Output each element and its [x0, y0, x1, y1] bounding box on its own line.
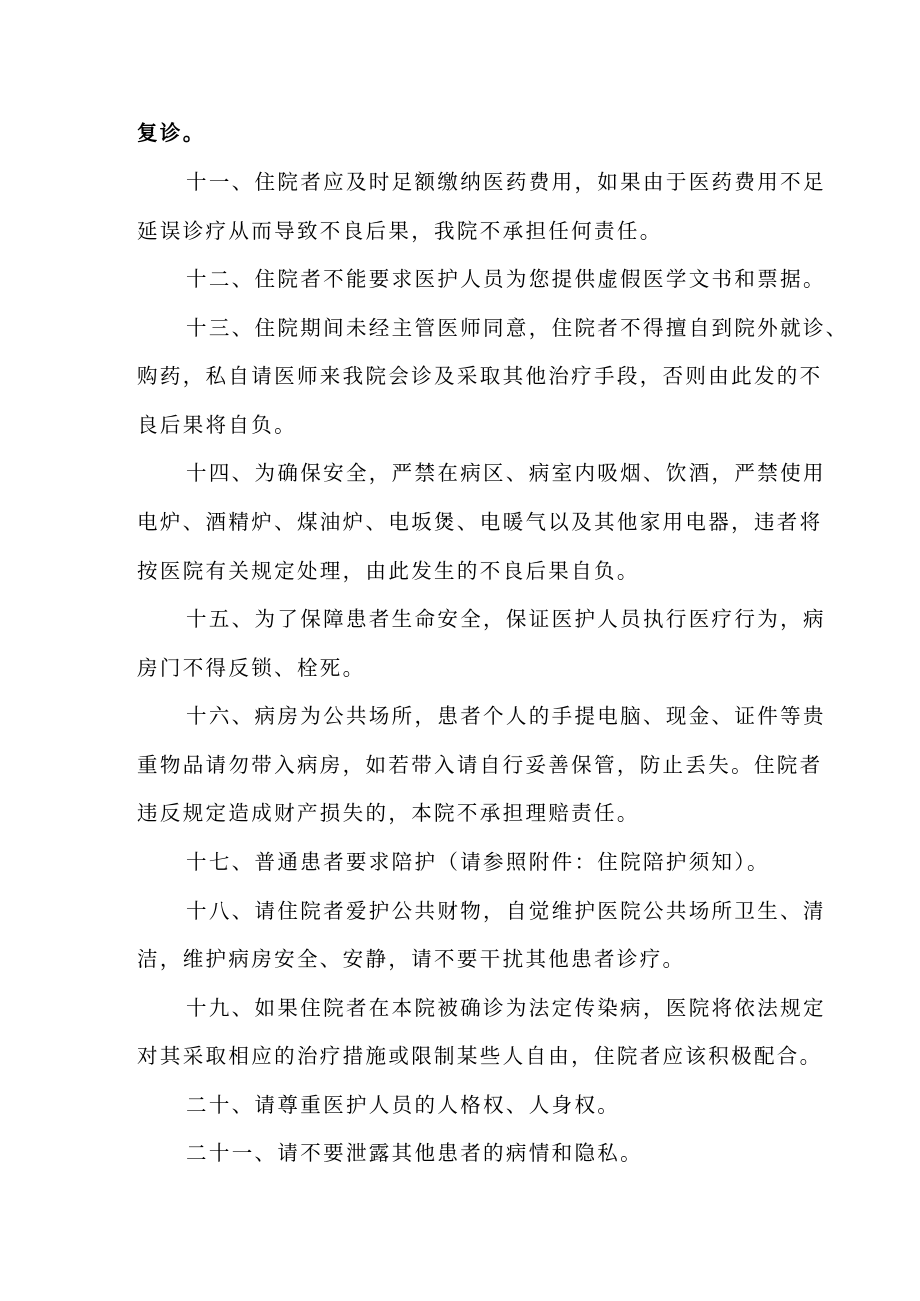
item-14-line-3: 按医院有关规定处理，由此发生的不良后果自负。 [137, 559, 640, 583]
item-13-line-1: 十三、住院期间未经主管医师同意，住院者不得擅自到院外就诊、 [186, 316, 849, 340]
item-15-line-2: 房门不得反锁、栓死。 [137, 656, 366, 680]
item-14-line-2: 电炉、酒精炉、煤油炉、电坂煲、电暖气以及其他家用电器，违者将 [137, 510, 823, 534]
item-16-line-3: 违反规定造成财产损失的，本院不承担理赔责任。 [137, 801, 640, 825]
item-13-line-3: 良后果将自负。 [137, 413, 297, 437]
item-19-line-2: 对其采取相应的治疗措施或限制某些人自由，住院者应该积极配合。 [137, 1044, 823, 1068]
item-16-line-1: 十六、病房为公共场所，患者个人的手提电脑、现金、证件等贵 [186, 704, 826, 728]
item-19-line-1: 十九、如果住院者在本院被确诊为法定传染病，医院将依法规定 [186, 996, 826, 1020]
item-13-line-2: 购药，私自请医师来我院会诊及采取其他治疗手段，否则由此发的不 [137, 364, 823, 388]
item-18-line-2: 洁，维护病房安全、安静，请不要干扰其他患者诊疗。 [137, 947, 686, 971]
continuation-line: 复诊。 [137, 121, 206, 145]
item-21-line-1: 二十一、请不要泄露其他患者的病情和隐私。 [186, 1141, 643, 1165]
item-15-line-1: 十五、为了保障患者生命安全，保证医护人员执行医疗行为，病 [186, 607, 826, 631]
item-11-line-2: 延误诊疗从而导致不良后果，我院不承担任何责任。 [137, 219, 663, 243]
item-14-line-1: 十四、为确保安全，严禁在病区、病室内吸烟、饮酒，严禁使用 [186, 461, 826, 485]
item-18-line-1: 十八、请住院者爱护公共财物，自觉维护医院公共场所卫生、清 [186, 899, 826, 923]
item-17-line-1: 十七、普通患者要求陪护（请参照附件：住院陪护须知）。 [186, 850, 770, 874]
item-11-line-1: 十一、住院者应及时足额缴纳医药费用，如果由于医药费用不足 [186, 170, 826, 194]
item-16-line-2: 重物品请勿带入病房，如若带入请自行妥善保管，防止丢失。住院者 [137, 753, 823, 777]
item-12-line-1: 十二、住院者不能要求医护人员为您提供虚假医学文书和票据。 [186, 267, 826, 291]
item-20-line-1: 二十、请尊重医护人员的人格权、人身权。 [186, 1093, 621, 1117]
